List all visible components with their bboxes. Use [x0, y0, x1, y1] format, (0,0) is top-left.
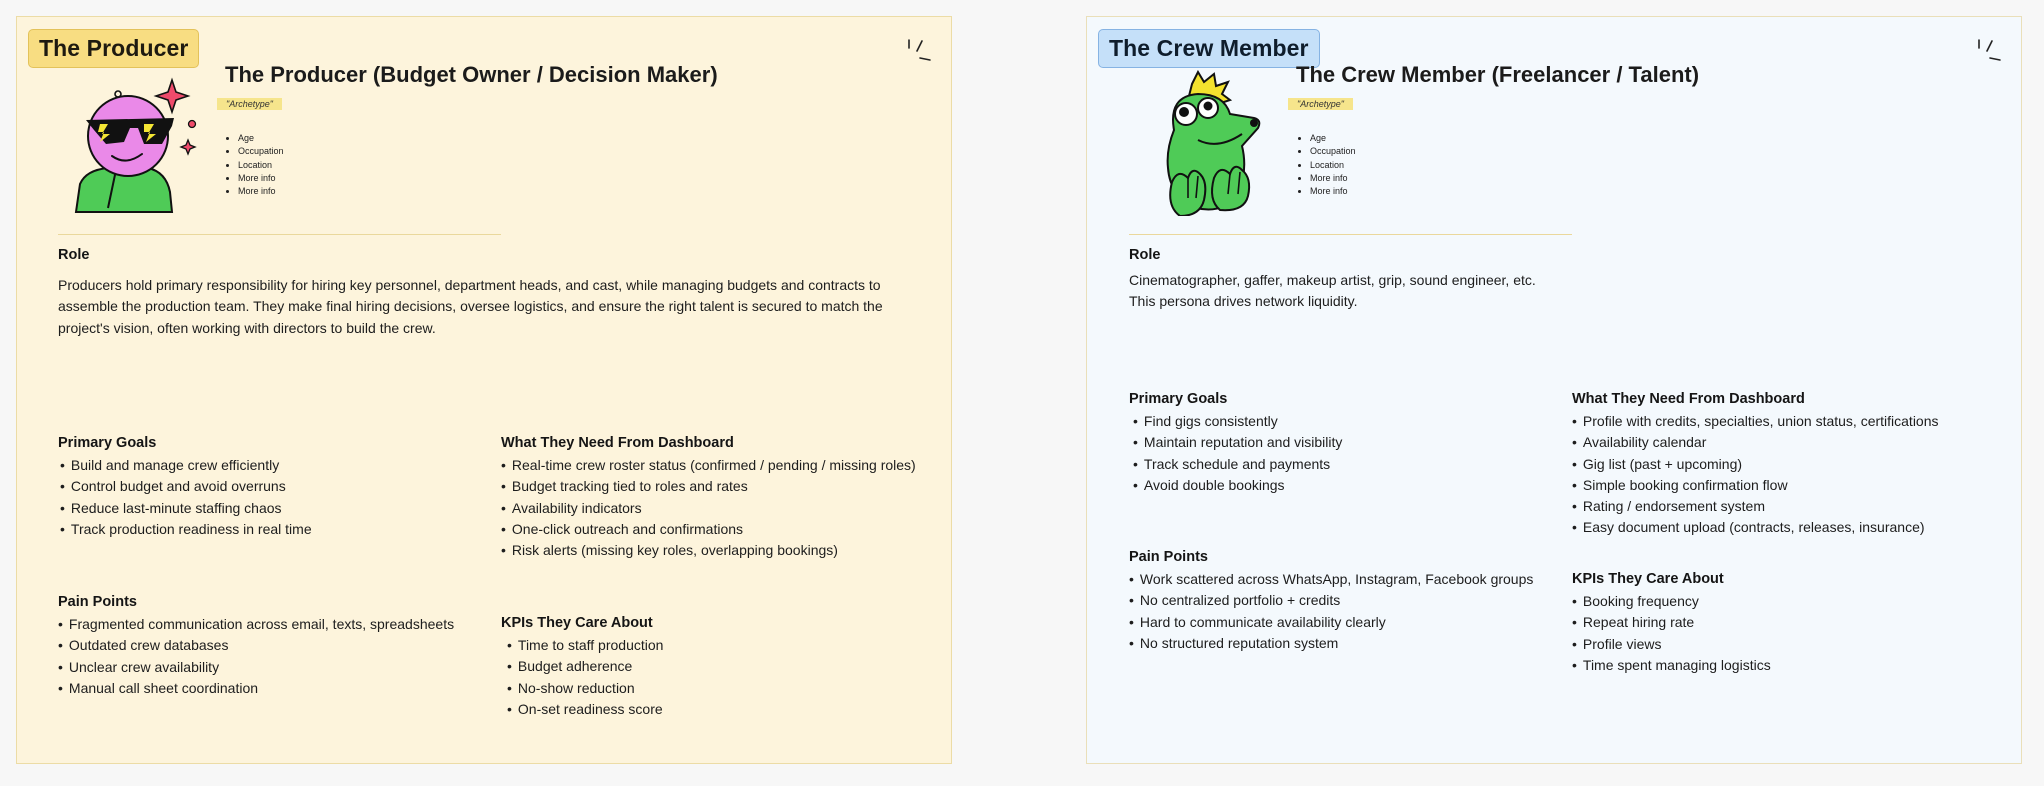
list-item: • Profile with credits, specialties, union status, certifications: [1572, 411, 2012, 432]
list-item: • Reduce last-minute staffing chaos: [60, 498, 480, 519]
list-item: • Profile views: [1572, 634, 1972, 655]
list-item: • Control budget and avoid overruns: [60, 476, 480, 497]
list-item: • On-set readiness score: [507, 699, 907, 720]
list-item: • Risk alerts (missing key roles, overlapping bookings): [501, 540, 921, 561]
crew-needs-heading: What They Need From Dashboard: [1572, 391, 1805, 407]
list-item: • Budget tracking tied to roles and rates: [501, 476, 921, 497]
list-item: • Build and manage crew efficiently: [60, 455, 480, 476]
list-item: • Track schedule and payments: [1133, 454, 1553, 475]
list-item: • Rating / endorsement system: [1572, 496, 2012, 517]
producer-goals-list: [60, 455, 480, 540]
producer-tag[interactable]: The Producer: [28, 29, 199, 68]
list-item: • Gig list (past + upcoming): [1572, 454, 2012, 475]
producer-kpi-list: [507, 635, 907, 720]
list-item: • Time spent managing logistics: [1572, 655, 1972, 676]
list-item: • Location: [1310, 159, 1356, 172]
crew-divider: [1129, 234, 1572, 235]
list-item: • Avoid double bookings: [1133, 475, 1553, 496]
crew-goals-list: [1133, 411, 1553, 496]
producer-role-heading: Role: [58, 247, 90, 263]
producer-title: The Producer (Budget Owner / Decision Maker): [225, 62, 718, 87]
list-item: • Unclear crew availability: [58, 657, 498, 678]
list-item: • More info: [238, 185, 284, 198]
list-item: • Find gigs consistently: [1133, 411, 1553, 432]
list-item: • No-show reduction: [507, 678, 907, 699]
producer-pain-list: [58, 614, 498, 699]
crew-pain-list: [1129, 569, 1569, 654]
list-item: • Availability indicators: [501, 498, 921, 519]
list-item: • Booking frequency: [1572, 591, 1972, 612]
sparkle-burst-icon: [1976, 38, 2006, 68]
crew-archetype: "Archetype": [1288, 98, 1353, 110]
crew-title: The Crew Member (Freelancer / Talent): [1296, 62, 1700, 87]
list-item: • Hard to communicate availability clearly: [1129, 612, 1569, 633]
list-item: • No structured reputation system: [1129, 633, 1569, 654]
producer-archetype: "Archetype": [217, 98, 282, 110]
list-item: • Occupation: [1310, 145, 1356, 158]
crew-role-line: This persona drives network liquidity.: [1129, 293, 1358, 310]
list-item: • Time to staff production: [507, 635, 907, 656]
sunglasses-face-illustration: [72, 74, 204, 214]
list-item: • Budget adherence: [507, 656, 907, 677]
producer-role-text: Producers hold primary responsibility for hiring key personnel, department heads, and cast, while managing budgets and contracts to assemble the production team. They make final hiring decisions, oversee logistics, and ensure the right talent is secured to match the project's vision, often working with directors to build the crew.: [58, 277, 883, 336]
list-item: • Occupation: [238, 145, 284, 158]
producer-needs-list: [501, 455, 921, 561]
list-item: • Track production readiness in real time: [60, 519, 480, 540]
list-item: • Outdated crew databases: [58, 635, 498, 656]
crew-kpi-heading: KPIs They Care About: [1572, 571, 1724, 587]
list-item: • Age: [238, 132, 284, 145]
list-item: • No centralized portfolio + credits: [1129, 590, 1569, 611]
list-item: • One-click outreach and confirmations: [501, 519, 921, 540]
list-item: • Real-time crew roster status (confirmed / pending / missing roles): [501, 455, 921, 476]
producer-divider: [58, 234, 501, 235]
list-item: • Repeat hiring rate: [1572, 612, 1972, 633]
crew-mini-list: [1296, 132, 1356, 198]
green-frog-illustration: [1158, 70, 1270, 216]
crew-needs-list: [1572, 411, 2012, 539]
crew-role-text: [1129, 270, 1829, 313]
list-item: • Maintain reputation and visibility: [1133, 432, 1553, 453]
list-item: • More info: [238, 172, 284, 185]
list-item: • More info: [1310, 172, 1356, 185]
crew-role-heading: Role: [1129, 247, 1161, 263]
list-item: • More info: [1310, 185, 1356, 198]
crew-goals-heading: Primary Goals: [1129, 391, 1228, 407]
producer-kpi-heading: KPIs They Care About: [501, 615, 653, 631]
crew-tag[interactable]: The Crew Member: [1098, 29, 1320, 68]
list-item: • Age: [1310, 132, 1356, 145]
list-item: • Manual call sheet coordination: [58, 678, 498, 699]
sparkle-burst-icon: [906, 38, 936, 68]
list-item: • Availability calendar: [1572, 432, 2012, 453]
producer-needs-heading: What They Need From Dashboard: [501, 435, 734, 451]
crew-role-line: Cinematographer, gaffer, makeup artist, grip, sound engineer, etc.: [1129, 272, 1536, 288]
list-item: • Fragmented communication across email, texts, spreadsheets: [58, 614, 498, 635]
producer-goals-heading: Primary Goals: [58, 435, 157, 451]
producer-mini-list: [224, 132, 284, 198]
list-item: • Location: [238, 159, 284, 172]
crew-kpi-list: [1572, 591, 1972, 676]
list-item: • Simple booking confirmation flow: [1572, 475, 2012, 496]
list-item: • Easy document upload (contracts, releases, insurance): [1572, 517, 2012, 538]
producer-pain-heading: Pain Points: [58, 594, 137, 610]
list-item: • Work scattered across WhatsApp, Instagram, Facebook groups: [1129, 569, 1569, 590]
crew-pain-heading: Pain Points: [1129, 549, 1208, 565]
